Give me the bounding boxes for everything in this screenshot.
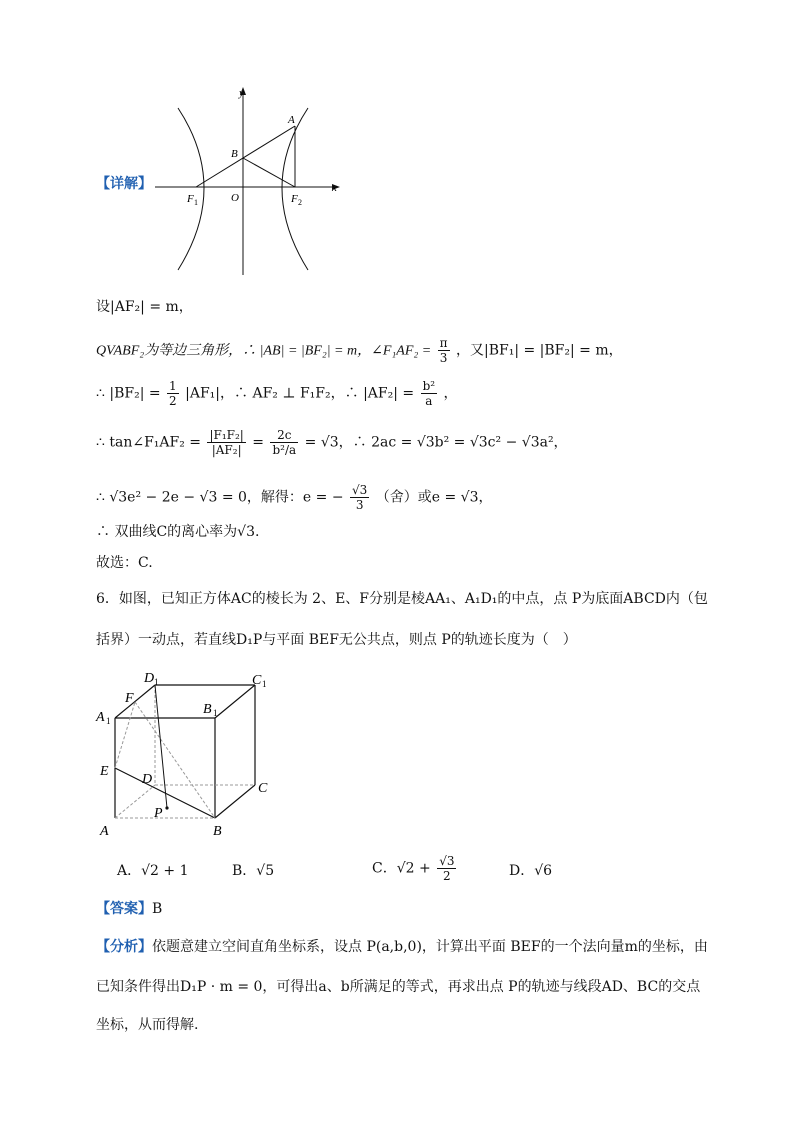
solution-line-3-c: ， xyxy=(443,385,458,402)
hyperbola-figure xyxy=(150,80,350,280)
label-F1-sub: 1 xyxy=(194,198,198,207)
frac-num: |F₁F₂| xyxy=(209,428,244,442)
question-line-2: 括界）一动点，若直线D₁P与平面 BEF无公共点，则点 P的轨迹长度为（ ） xyxy=(96,632,577,648)
label-C: C xyxy=(258,781,268,796)
label-C1: C xyxy=(252,673,262,688)
frac-num: 1 xyxy=(169,379,177,393)
solution-line-4 xyxy=(96,428,568,457)
solution-line-4-frac1 xyxy=(207,428,245,457)
edge-AD xyxy=(115,785,155,818)
edge-BC xyxy=(215,785,255,818)
analysis-line-1 xyxy=(96,937,708,957)
analysis-line-3: 坐标，从而得解. xyxy=(96,1017,199,1033)
frac-den: 2 xyxy=(443,869,451,883)
line-F1A xyxy=(196,126,295,187)
frac-num: π xyxy=(439,336,448,350)
solution-line-2-text: QVABF₂为等边三角形，∴ |AB| = |BF₂| = m，∠F₁AF₂ = xyxy=(96,343,432,359)
solution-line-5 xyxy=(96,483,493,512)
label-A: A xyxy=(100,824,109,839)
answer-row xyxy=(96,899,162,919)
frac-num: b² xyxy=(422,379,436,393)
solution-line-4-b: = √3，∴ 2ac = √3b² = √3c² − √3a²， xyxy=(304,434,568,451)
solution-line-2-frac xyxy=(438,336,450,365)
label-F2: F xyxy=(291,193,298,205)
solution-line-5-frac xyxy=(350,483,369,512)
label-B: B xyxy=(213,824,222,839)
label-D: D xyxy=(142,772,153,787)
edge-B1C1 xyxy=(215,685,255,718)
option-D: D．√6 xyxy=(509,863,553,879)
label-A: A xyxy=(288,114,295,126)
analysis-line-2: 已知条件得出D₁P · m = 0，可得出a、b所满足的等式，再求出点 P的轨迹与线段AD、BC的交点 xyxy=(96,979,701,995)
solution-line-1: 设|AF₂| = m， xyxy=(96,299,193,315)
line-FB xyxy=(135,702,215,818)
solution-line-5-b: （舍）或e = √3， xyxy=(375,489,493,506)
label-O: O xyxy=(231,192,239,204)
frac-num: 2c xyxy=(270,428,298,443)
frac-den: 2 xyxy=(169,394,177,408)
label-F2-sub: 2 xyxy=(298,198,302,207)
label-A1: A xyxy=(96,710,105,725)
frac-den: 3 xyxy=(355,498,364,512)
solution-line-4-eq: = xyxy=(252,434,265,451)
label-x: x xyxy=(332,182,337,194)
edge-A1D1 xyxy=(115,685,155,718)
solution-line-3-frac1 xyxy=(167,379,179,408)
label-F1: F xyxy=(187,193,194,205)
question-line-1: 6．如图，已知正方体AC的棱长为 2、E、F分别是棱AA₁、A₁D₁的中点，点 P为底面ABCD内（包 xyxy=(96,591,708,607)
solution-line-2-tail: ，又|BF₁| = |BF₂| = m， xyxy=(455,342,623,359)
solution-line-3-b: |AF₁|，∴ AF₂ ⊥ F₁F₂，∴ |AF₂| = xyxy=(185,385,415,402)
label-B1: B xyxy=(203,702,212,717)
frac-den: 3 xyxy=(439,351,448,365)
label-C1-sub: 1 xyxy=(262,679,267,689)
solution-line-7: 故选：C. xyxy=(96,555,153,571)
analysis-line-1-text: 依题意建立空间直角坐标系，设点 P(a,b,0)，计算出平面 BEF的一个法向量m的坐标，由 xyxy=(152,939,708,955)
option-C-pre: C．√2 + xyxy=(372,860,431,877)
point-P xyxy=(165,806,168,809)
answer-label: 【答案】 xyxy=(96,901,152,917)
line-EF xyxy=(115,702,135,768)
option-B: B．√5 xyxy=(232,863,275,879)
frac-num: √3 xyxy=(439,854,455,868)
option-A: A．√2 + 1 xyxy=(117,863,189,879)
line-BF2 xyxy=(243,158,295,187)
solution-line-4-frac2 xyxy=(270,428,298,457)
label-A1-sub: 1 xyxy=(106,716,111,726)
frac-den: b²/a xyxy=(272,443,297,457)
hyperbola-left-branch xyxy=(178,108,204,270)
label-y: y xyxy=(239,87,244,99)
frac-num: √3 xyxy=(352,483,368,497)
detail-label: 【详解】 xyxy=(96,176,152,192)
label-B1-sub: 1 xyxy=(213,708,218,718)
solution-line-2 xyxy=(96,336,623,365)
solution-line-4-a: ∴ tan∠F₁AF₂ = xyxy=(96,434,202,451)
solution-line-3-frac2 xyxy=(421,379,438,408)
analysis-label: 【分析】 xyxy=(96,939,152,955)
answer-value: B xyxy=(152,901,163,917)
option-C-frac xyxy=(437,854,456,883)
cube-figure xyxy=(95,665,285,840)
solution-line-6: ∴ 双曲线C的离心率为√3. xyxy=(96,524,260,540)
solution-line-5-a: ∴ √3e² − 2e − √3 = 0，解得：e = − xyxy=(96,489,344,506)
label-F: F xyxy=(125,691,134,706)
frac-den: a xyxy=(425,394,433,408)
label-D1: D xyxy=(144,671,155,686)
frac-den: |AF₂| xyxy=(211,443,242,457)
label-D1-sub: 1 xyxy=(154,677,159,687)
line-EB xyxy=(115,768,215,818)
label-P: P xyxy=(154,806,163,821)
label-B: B xyxy=(231,148,238,160)
solution-line-3-a: ∴ |BF₂| = xyxy=(96,385,161,402)
label-E: E xyxy=(100,764,109,779)
solution-line-3 xyxy=(96,379,458,408)
option-C xyxy=(372,854,458,883)
